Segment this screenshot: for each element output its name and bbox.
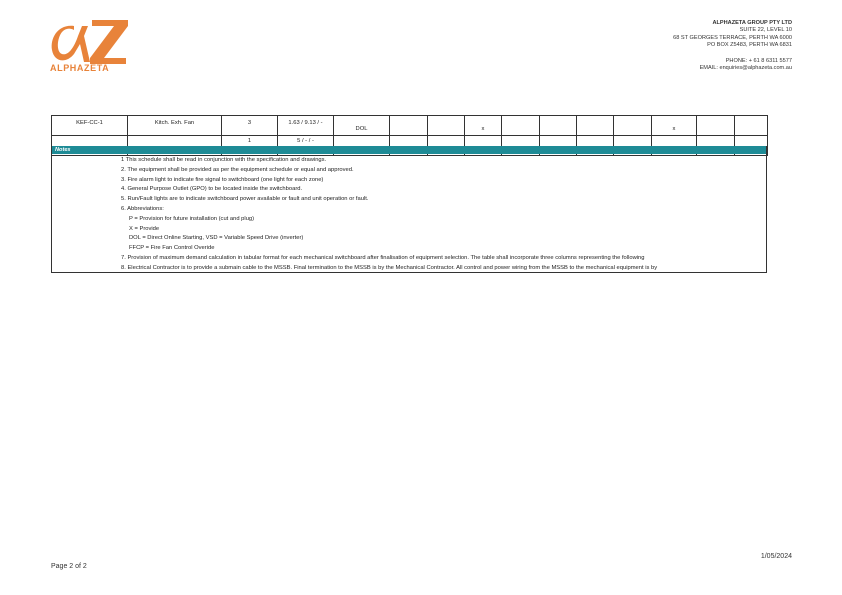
note-item: 5. Run/Fault lights are to indicate switchboard power available or fault and unit operation or fault. xyxy=(121,196,369,203)
table-cell: 1 xyxy=(222,136,278,156)
table-cell xyxy=(577,116,614,136)
abbreviation-item: P = Provision for future installation (cut and plug) xyxy=(129,215,255,222)
notes-list xyxy=(121,156,657,274)
table-cell xyxy=(428,116,465,136)
note-item: 3. Fire alarm light to indicate fire signal to switchboard (one light for each zone) xyxy=(121,176,324,183)
company-name: ALPHAZETA GROUP PTY LTD xyxy=(712,20,792,26)
table-cell xyxy=(502,116,540,136)
address-line: SUITE 22, LEVEL 10 xyxy=(739,27,792,34)
table-cell xyxy=(735,116,768,136)
table-cell: 5 / - / - xyxy=(278,136,334,156)
table-cell: 1.63 / 9.13 / - xyxy=(278,116,334,136)
table-cell: KEF-CC-1 xyxy=(52,116,128,136)
company-email: EMAIL: enquiries@alphazeta.com.au xyxy=(699,65,792,72)
table-cell xyxy=(614,116,652,136)
address-line: PO BOX Z5483, PERTH WA 6831 xyxy=(707,42,792,49)
notes-section xyxy=(51,146,767,273)
note-item: 2. The equipment shall be provided as per the equipment schedule or equal and approved. xyxy=(121,166,354,173)
company-phone: PHONE: + 61 8 6311 5577 xyxy=(725,57,792,64)
abbreviation-item: X = Provide xyxy=(129,225,160,232)
table-cell: Kitch. Exh. Fan xyxy=(128,116,222,136)
logo-wordmark: ALPHAZETA xyxy=(50,63,110,73)
company-details xyxy=(673,20,792,72)
table-cell: x xyxy=(465,116,502,136)
table-row xyxy=(52,116,768,136)
table-cell: DOL xyxy=(334,116,390,136)
note-item: 8. Electrical Contractor is to provide a submain cable to the MSSB. Final termination to the MSSB is by the Mechanical Contractor. All control and power wiring from the MSSB to the mechanical equipment is by xyxy=(121,264,658,271)
page-number: Page 2 of 2 xyxy=(51,563,87,570)
table-cell: 3 xyxy=(222,116,278,136)
table-cell xyxy=(390,116,428,136)
abbreviation-item: FFCP = Fire Fan Control Overide xyxy=(129,245,215,252)
address-line: 68 ST GEORGES TERRACE, PERTH WA 6000 xyxy=(673,34,792,41)
abbreviation-item: DOL = Direct Online Starting, VSD = Variable Speed Drive (inverter) xyxy=(129,235,304,242)
note-item: 1 This schedule shall be read in conjunction with the specification and drawings. xyxy=(121,157,327,163)
note-item: 6. Abbreviations: xyxy=(121,205,164,212)
table-cell xyxy=(697,116,735,136)
document-date: 1/05/2024 xyxy=(760,553,792,560)
notes-heading: Notes xyxy=(52,146,766,154)
note-item: 7. Provision of maximum demand calculation in tabular format for each mechanical switchboard after finalisation of equipment selection. The table shall incorporate three columns representing the following xyxy=(121,254,645,261)
note-item: 4. General Purpose Outlet (GPO) to be located inside the switchboard. xyxy=(121,186,303,193)
table-cell: x xyxy=(652,116,697,136)
table-cell xyxy=(540,116,577,136)
